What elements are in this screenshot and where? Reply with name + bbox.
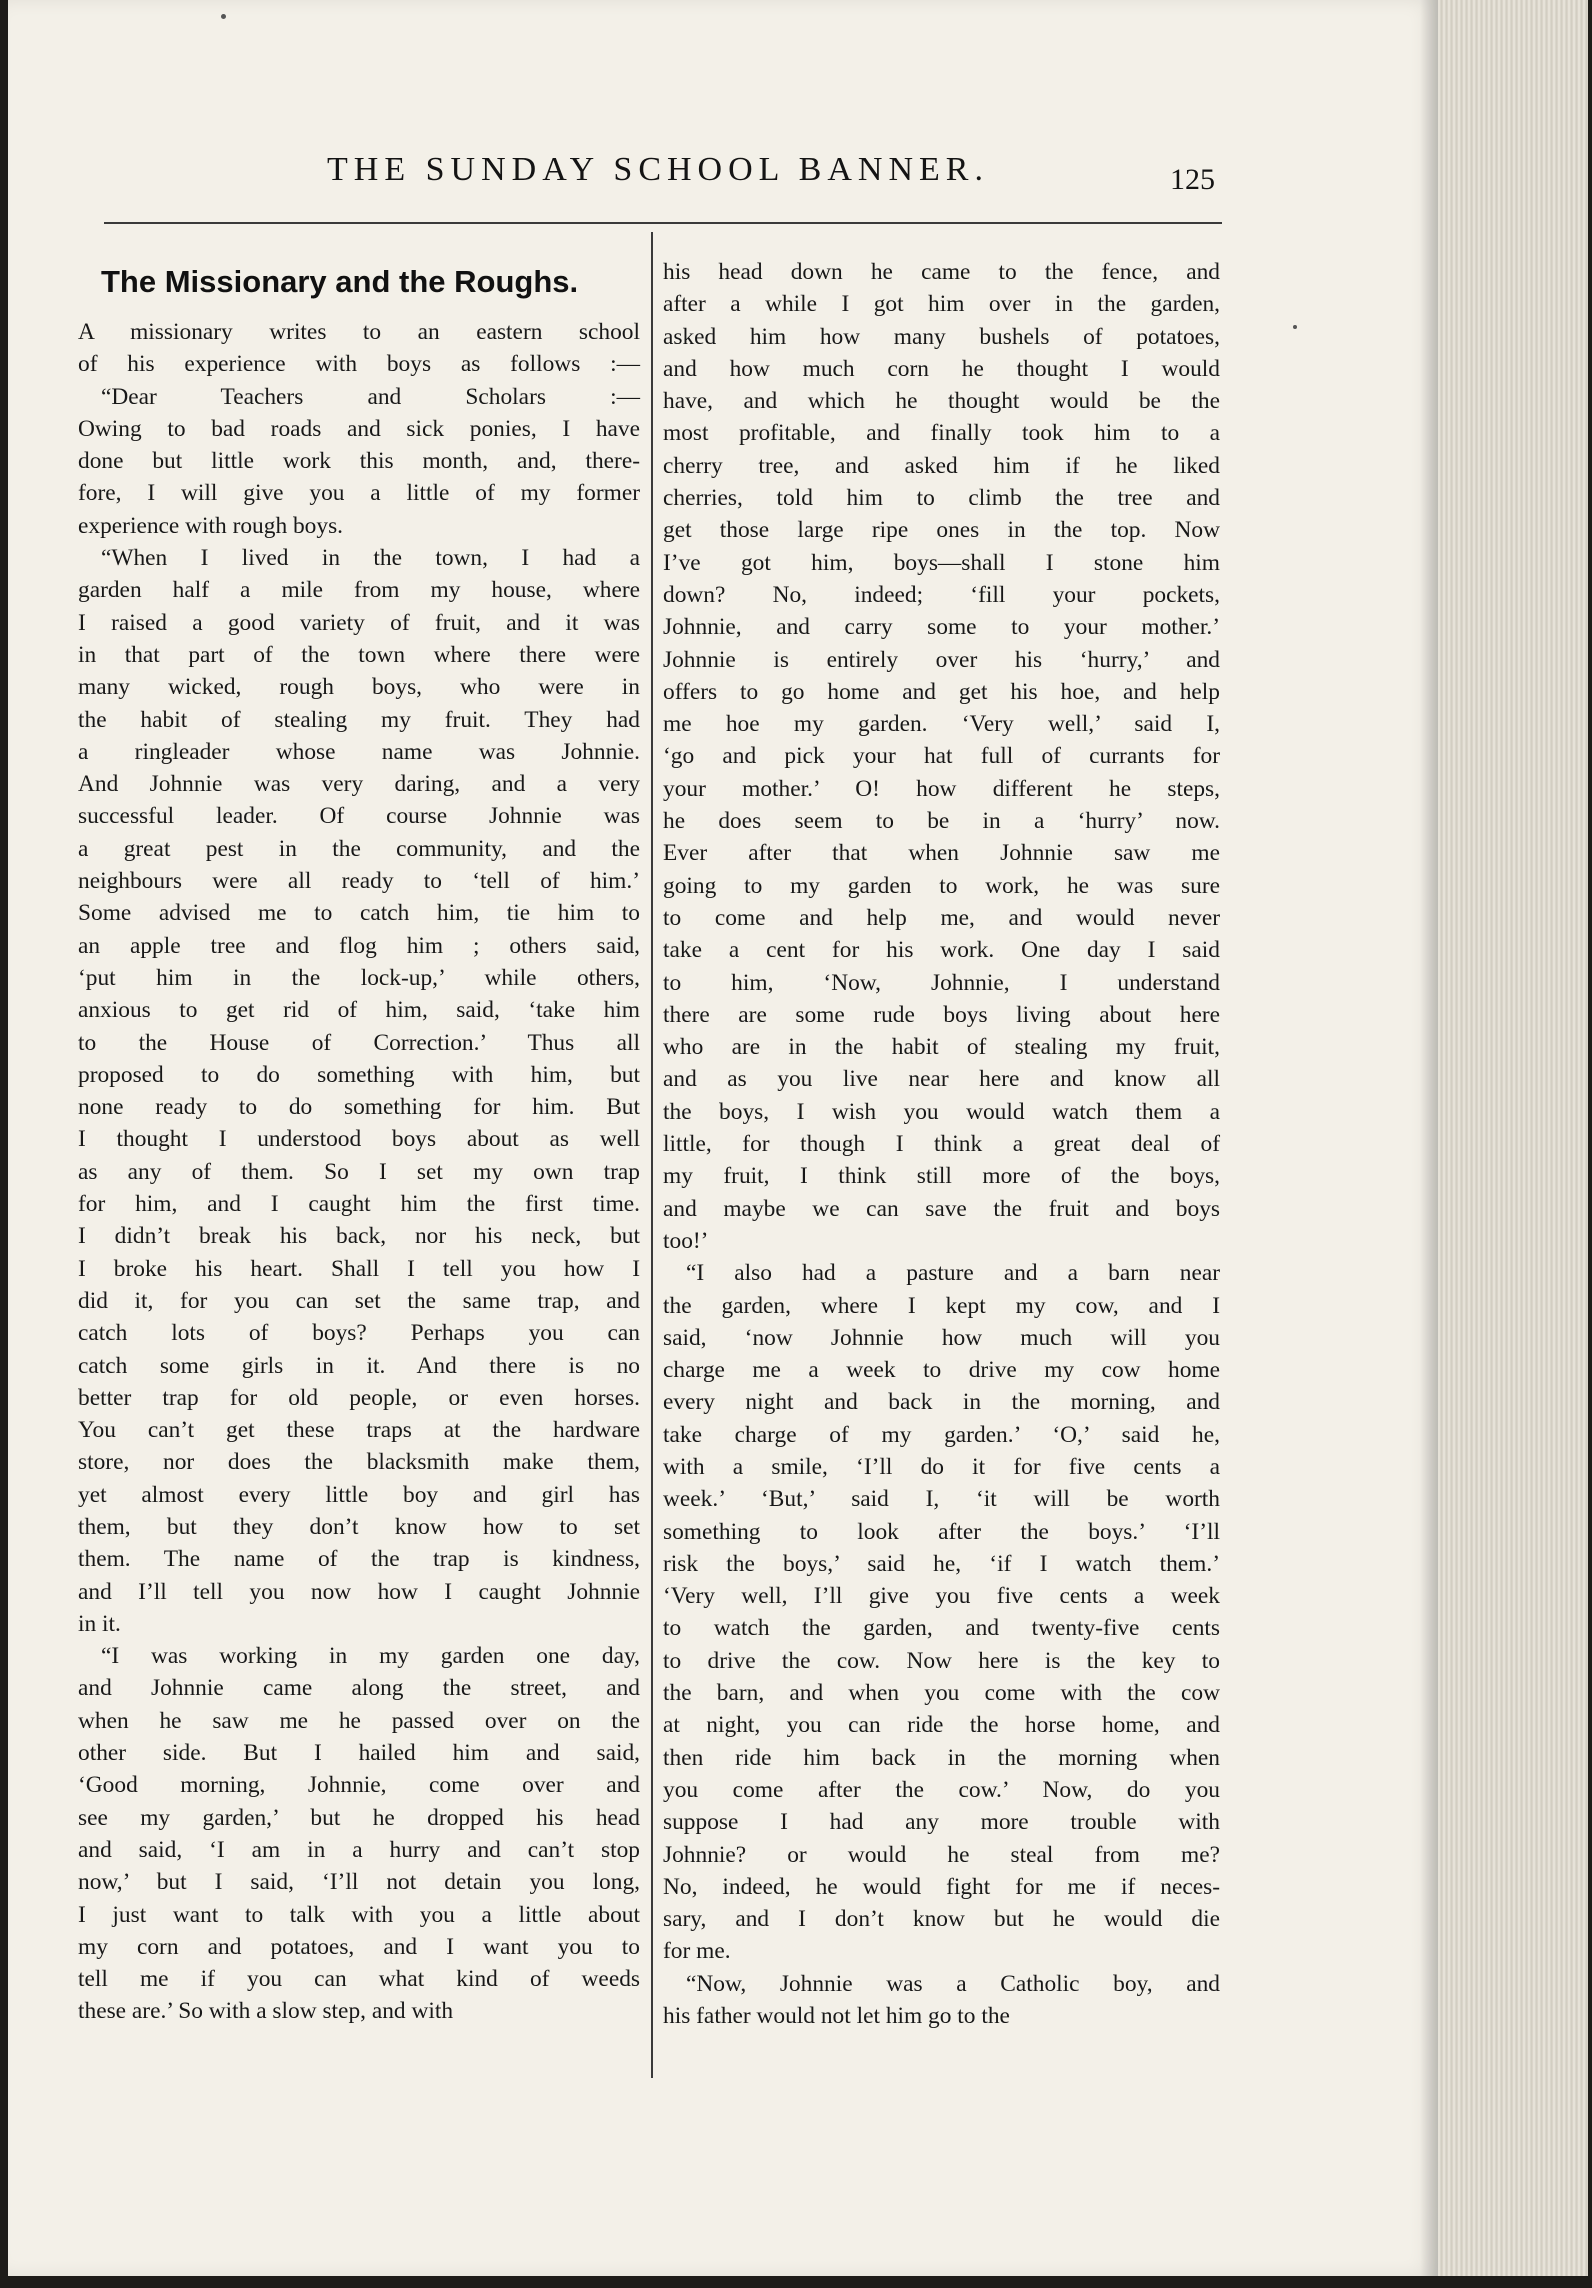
- right-column-text: [663, 256, 1220, 2032]
- text-line: offers to go home and get his hoe, and help: [663, 678, 1220, 705]
- text-line: to come and help me, and would never: [663, 904, 1220, 931]
- text-line: better trap for old people, or even horses.: [78, 1384, 640, 1411]
- text-line: “When I lived in the town, I had a: [101, 545, 640, 572]
- column-divider: [651, 232, 653, 2078]
- text-line: a great pest in the community, and the: [78, 835, 640, 862]
- text-line: ‘Very well, I’ll give you five cents a week: [663, 1583, 1220, 1610]
- text-line: “I also had a pasture and a barn near: [686, 1260, 1220, 1287]
- text-line: and Johnnie came along the street, and: [78, 1675, 640, 1702]
- text-line: and said, ‘I am in a hurry and can’t stop: [78, 1836, 640, 1863]
- text-line: charge me a week to drive my cow home: [663, 1357, 1220, 1384]
- text-line: to the House of Correction.’ Thus all: [78, 1029, 640, 1056]
- text-line: none ready to do something for him. But: [78, 1094, 640, 1121]
- text-line: your mother.’ O! how different he steps,: [663, 775, 1220, 802]
- text-line: No, indeed, he would fight for me if neces-: [663, 1873, 1220, 1900]
- text-line: a ringleader whose name was Johnnie.: [78, 738, 640, 765]
- text-line: proposed to do something with him, but: [78, 1061, 640, 1088]
- text-line: he does seem to be in a ‘hurry’ now.: [663, 808, 1220, 835]
- page-speck: [221, 14, 226, 19]
- text-line: with a smile, ‘I’ll do it for five cents a: [663, 1453, 1220, 1480]
- text-line: my corn and potatoes, and I want you to: [78, 1933, 640, 1960]
- text-line: most profitable, and finally took him to a: [663, 420, 1220, 447]
- text-line: down? No, indeed; ‘fill your pockets,: [663, 581, 1220, 608]
- text-line: And Johnnie was very daring, and a very: [78, 771, 640, 798]
- text-line: then ride him back in the morning when: [663, 1744, 1220, 1771]
- text-line: in it.: [78, 1610, 121, 1637]
- text-line: and maybe we can save the fruit and boys: [663, 1195, 1220, 1222]
- text-line: “Now, Johnnie was a Catholic boy, and: [686, 1970, 1220, 1997]
- text-line: experience with rough boys.: [78, 512, 344, 539]
- running-header: THE SUNDAY SCHOOL BANNER.: [327, 151, 989, 188]
- text-line: to him, ‘Now, Johnnie, I understand: [663, 969, 1220, 996]
- text-line: did it, for you can set the same trap, and: [78, 1287, 640, 1314]
- text-line: and I’ll tell you now how I caught Johnnie: [78, 1578, 640, 1605]
- text-line: take a cent for his work. One day I said: [663, 937, 1220, 964]
- text-line: my fruit, I think still more of the boys,: [663, 1163, 1220, 1190]
- article-title: The Missionary and the Roughs.: [101, 264, 579, 299]
- text-line: to watch the garden, and twenty-five cents: [663, 1615, 1220, 1642]
- text-line: and as you live near here and know all: [663, 1066, 1220, 1093]
- text-line: cherry tree, and asked him if he liked: [663, 452, 1220, 479]
- text-line: as any of them. So I set my own trap: [78, 1158, 640, 1185]
- text-line: for me.: [663, 1938, 731, 1965]
- text-line: I’ve got him, boys—shall I stone him: [663, 549, 1220, 576]
- text-line: asked him how many bushels of potatoes,: [663, 323, 1220, 350]
- text-line: suppose I had any more trouble with: [663, 1809, 1220, 1836]
- text-line: ‘go and pick your hat full of currants for: [663, 743, 1220, 770]
- text-line: the boys, I wish you would watch them a: [663, 1098, 1220, 1125]
- text-line: something to look after the boys.’ ‘I’ll: [663, 1518, 1220, 1545]
- text-line: successful leader. Of course Johnnie was: [78, 803, 640, 830]
- text-line: the garden, where I kept my cow, and I: [663, 1292, 1220, 1319]
- text-line: these are.’ So with a slow step, and with: [78, 1998, 454, 2025]
- text-line: I thought I understood boys about as well: [78, 1126, 640, 1153]
- text-line: I broke his heart. Shall I tell you how I: [78, 1255, 640, 1282]
- text-line: fore, I will give you a little of my former: [78, 480, 640, 507]
- text-line: week.’ ‘But,’ said I, ‘it will be worth: [663, 1486, 1220, 1513]
- text-line: see my garden,’ but he dropped his head: [78, 1804, 640, 1831]
- text-line: Johnnie? or would he steal from me?: [663, 1841, 1220, 1868]
- text-line: cherries, told him to climb the tree and: [663, 485, 1220, 512]
- text-line: to drive the cow. Now here is the key to: [663, 1647, 1220, 1674]
- text-line: neighbours were all ready to ‘tell of him.’: [78, 868, 640, 895]
- text-line: and how much corn he thought I would: [663, 355, 1220, 382]
- text-line: I just want to talk with you a little about: [78, 1901, 640, 1928]
- text-line: A missionary writes to an eastern school: [78, 319, 640, 345]
- text-line: Ever after that when Johnnie saw me: [663, 840, 1220, 867]
- left-column: [78, 256, 640, 2028]
- text-line: many wicked, rough boys, who were in: [78, 674, 640, 701]
- text-line: yet almost every little boy and girl has: [78, 1481, 640, 1508]
- left-column-text: [78, 316, 640, 2028]
- header-rule: [104, 222, 1222, 224]
- page-number: 125: [1170, 163, 1215, 196]
- gutter-shadow: [1420, 0, 1440, 2276]
- text-line: his father would not let him go to the: [663, 2003, 1010, 2030]
- text-line: I didn’t break his back, nor his neck, but: [78, 1223, 640, 1250]
- text-line: his head down he came to the fence, and: [663, 259, 1220, 285]
- text-line: of his experience with boys as follows :—: [78, 351, 640, 378]
- text-line: them, but they don’t know how to set: [78, 1513, 640, 1540]
- book-page: [8, 0, 1438, 2276]
- text-line: me hoe my garden. ‘Very well,’ said I,: [663, 711, 1220, 738]
- text-line: “I was working in my garden one day,: [101, 1643, 640, 1670]
- text-line: who are in the habit of stealing my fruit,: [663, 1034, 1220, 1061]
- text-line: tell me if you can what kind of weeds: [78, 1966, 640, 1993]
- text-line: for him, and I caught him the first time.: [78, 1191, 640, 1218]
- text-line: done but little work this month, and, there-: [78, 448, 640, 475]
- text-line: ‘put him in the lock-up,’ while others,: [78, 964, 640, 991]
- text-line: Owing to bad roads and sick ponies, I have: [78, 415, 640, 442]
- text-line: at night, you can ride the horse home, and: [663, 1712, 1220, 1739]
- text-line: catch some girls in it. And there is no: [78, 1352, 640, 1379]
- text-line: after a while I got him over in the garden,: [663, 291, 1220, 318]
- text-line: I raised a good variety of fruit, and it was: [78, 609, 640, 636]
- text-line: get those large ripe ones in the top. Now: [663, 517, 1220, 544]
- text-line: Johnnie, and carry some to your mother.’: [663, 614, 1220, 641]
- text-line: sary, and I don’t know but he would die: [663, 1906, 1220, 1933]
- text-line: said, ‘now Johnnie how much will you: [663, 1324, 1220, 1351]
- text-line: Johnnie is entirely over his ‘hurry,’ and: [663, 646, 1220, 673]
- text-line: have, and which he thought would be the: [663, 388, 1220, 415]
- text-line: “Dear Teachers and Scholars :—: [101, 383, 640, 410]
- book-page-edges: [1438, 0, 1588, 2276]
- text-line: the habit of stealing my fruit. They had: [78, 706, 640, 733]
- text-line: catch lots of boys? Perhaps you can: [78, 1320, 640, 1347]
- text-line: them. The name of the trap is kindness,: [78, 1546, 640, 1573]
- text-line: other side. But I hailed him and said,: [78, 1740, 640, 1767]
- text-line: now,’ but I said, ‘I’ll not detain you long,: [78, 1869, 640, 1896]
- text-line: You can’t get these traps at the hardware: [78, 1417, 640, 1444]
- text-line: there are some rude boys living about here: [663, 1001, 1220, 1028]
- text-line: Some advised me to catch him, tie him to: [78, 900, 640, 927]
- text-line: every night and back in the morning, and: [663, 1389, 1220, 1416]
- page-speck: [1293, 325, 1297, 329]
- right-column: [663, 256, 1220, 2032]
- text-line: in that part of the town where there were: [78, 641, 640, 668]
- text-line: the barn, and when you come with the cow: [663, 1680, 1220, 1707]
- text-line: risk the boys,’ said he, ‘if I watch them.’: [663, 1550, 1220, 1577]
- text-line: take charge of my garden.’ ‘O,’ said he,: [663, 1421, 1220, 1448]
- text-line: ‘Good morning, Johnnie, come over and: [78, 1772, 640, 1799]
- text-line: little, for though I think a great deal of: [663, 1131, 1220, 1158]
- text-line: anxious to get rid of him, said, ‘take him: [78, 997, 640, 1024]
- text-line: when he saw me he passed over on the: [78, 1707, 640, 1734]
- text-line: you come after the cow.’ Now, do you: [663, 1776, 1220, 1803]
- text-line: an apple tree and flog him ; others said,: [78, 932, 640, 959]
- text-line: going to my garden to work, he was sure: [663, 872, 1220, 899]
- text-line: garden half a mile from my house, where: [78, 577, 640, 604]
- text-line: too!’: [663, 1227, 709, 1254]
- text-line: store, nor does the blacksmith make them,: [78, 1449, 640, 1476]
